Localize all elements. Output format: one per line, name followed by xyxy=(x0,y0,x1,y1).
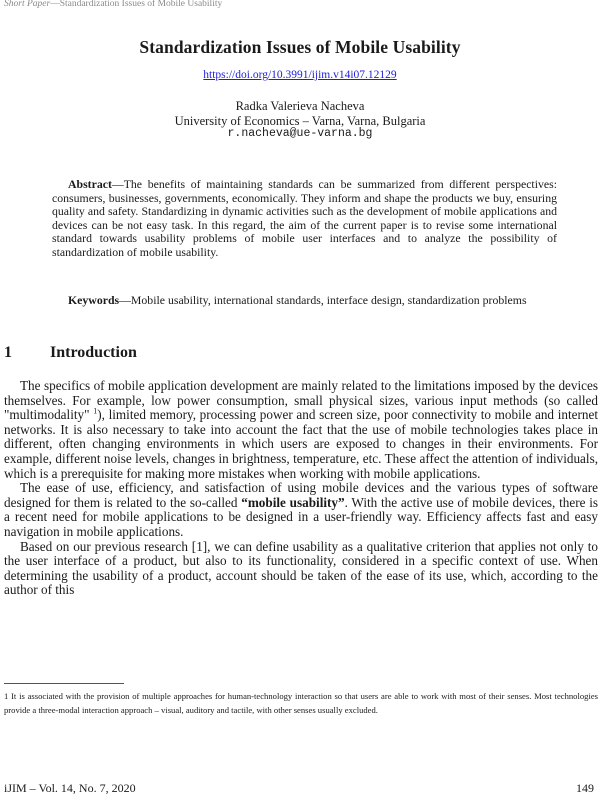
doi-link[interactable]: https://doi.org/10.3991/ijim.v14i07.12129 xyxy=(203,69,397,81)
term-mobile-usability: “mobile usability” xyxy=(241,494,345,510)
abstract-text: The benefits of maintaining standards can be summarized from different perspectives: consumers, businesses, governments, economically. They inform and shape the products we buy, ensuring quality and safety. Standardizing in dynamic activities such as the development of mobile applications and devices can be not easy task. In this regard, the aim of the current paper is to revise some international standard towards usability problems of mobile user interfaces and to analyze the possibility of standardization of mobile usability. xyxy=(52,177,557,259)
running-header xyxy=(4,0,222,9)
paragraph xyxy=(4,379,598,481)
footnote-divider xyxy=(4,683,124,684)
footnote-reference[interactable]: 1 xyxy=(93,406,98,416)
paragraph-text: The specifics of mobile application development are mainly related to the limitations imposed by the devices themselves. For example, low power consumption, small physical sizes, various input methods (so called "multimodality" xyxy=(4,378,598,423)
paragraph xyxy=(4,540,598,598)
keywords xyxy=(52,294,557,308)
keywords-text: Mobile usability, international standards, interface design, standardization problems xyxy=(130,293,527,307)
paragraph-text: The ease of use, efficiency, and satisfaction of using mobile devices and the various types of software designed for them is related to the so-called xyxy=(4,480,598,510)
footnote xyxy=(4,689,598,718)
author-name: Radka Valerieva Nacheva xyxy=(235,99,365,113)
page-number: 149 xyxy=(576,781,594,795)
author-email: r.nacheva@ue-varna.bg xyxy=(227,127,373,140)
body-text xyxy=(4,379,598,598)
author-affiliation: University of Economics – Varna, Varna, Bulgaria xyxy=(174,114,426,128)
paper-type-label: Short Paper xyxy=(4,0,51,9)
header-separator: — xyxy=(50,0,60,9)
abstract-separator: — xyxy=(111,177,124,191)
abstract xyxy=(52,178,557,260)
paper-title: Standardization Issues of Mobile Usability xyxy=(139,37,461,57)
paragraph xyxy=(4,481,598,539)
running-title: Standardization Issues of Mobile Usability xyxy=(59,0,223,9)
footnote-text: It is associated with the provision of multiple approaches for human-technology interaction so that users are able to work with most of their senses. Most technologies provide a three-modal interaction approach – visual, auditory and tactile, with other senses usually excluded. xyxy=(4,691,598,716)
abstract-label: Abstract xyxy=(68,177,112,191)
paragraph-text: ), limited memory, processing power and screen size, poor connectivity to mobile and internet networks. It is also necessary to take into account the fact that the use of mobile technologies takes place in different, often changing environments in which users are exposed to changes in their environments. For example, different noise levels, changes in brightness, temperature, etc. These affect the attention of individuals, which is a prerequisite for making more mistakes when working with mobile applications. xyxy=(4,407,598,481)
section-heading xyxy=(4,344,137,362)
keywords-separator: — xyxy=(119,293,131,307)
paragraph-text: . With the active use of mobile devices, there is a recent need for mobile applications to be designed in a user-friendly way. Efficiency affects fast and easy navigation in mobile applications. xyxy=(4,494,598,539)
footnote-marker: 1 xyxy=(4,691,9,701)
section-title: Introduction xyxy=(50,344,137,361)
paragraph-text: Based on our previous research [1], we can define usability as a qualitative criterion that applies not only to the user interface of a product, but also to its functionality, considered in a specific context of use. When determining the usability of a product, account should be taken of the ease of its use, which, according to the author of this xyxy=(4,538,598,598)
journal-citation: iJIM – Vol. 14, No. 7, 2020 xyxy=(4,781,136,795)
keywords-label: Keywords xyxy=(68,293,120,307)
section-number: 1 xyxy=(4,344,12,361)
